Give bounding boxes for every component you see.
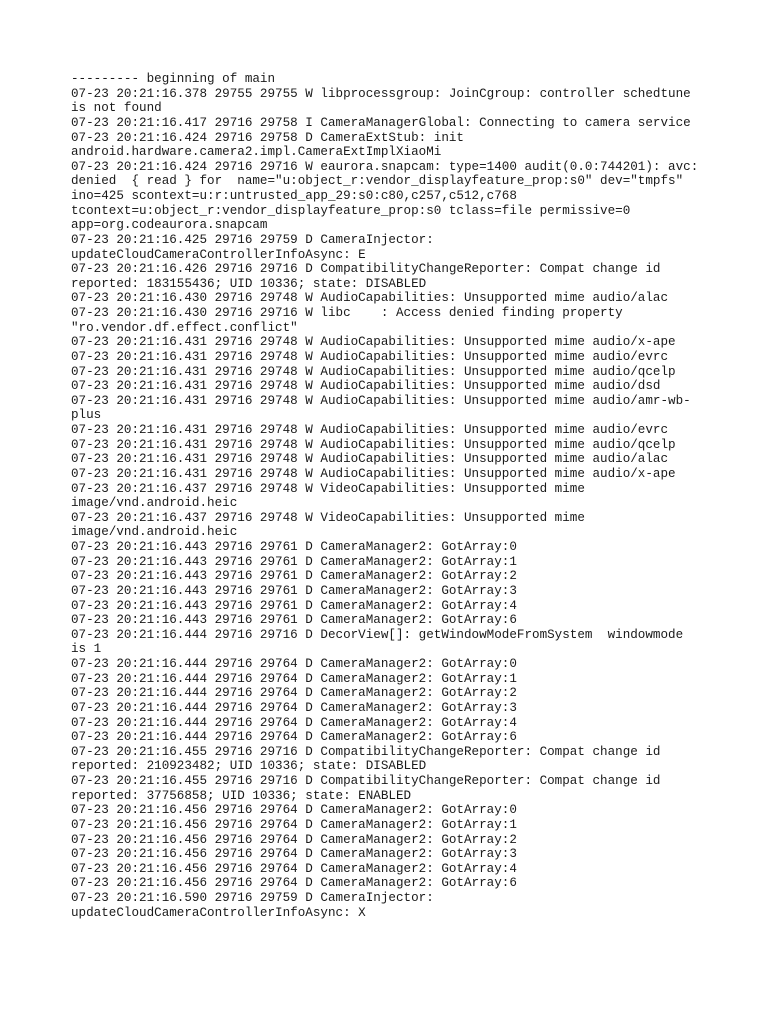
log-line: 07-23 20:21:16.431 29716 29748 W AudioCapabilities: Unsupported mime audio/x-ape	[71, 466, 676, 481]
log-line: 07-23 20:21:16.456 29716 29764 D CameraManager2: GotArray:6	[71, 876, 517, 891]
log-line: 07-23 20:21:16.431 29716 29748 W AudioCapabilities: Unsupported mime audio/amr-wb-	[71, 393, 691, 408]
log-line: is not found	[71, 101, 162, 116]
log-line: 07-23 20:21:16.431 29716 29748 W AudioCapabilities: Unsupported mime audio/qcelp	[71, 364, 676, 379]
log-line: 07-23 20:21:16.455 29716 29716 D CompatibilityChangeReporter: Compat change id	[71, 744, 661, 759]
log-line: 07-23 20:21:16.444 29716 29764 D CameraManager2: GotArray:3	[71, 700, 517, 715]
log-line: 07-23 20:21:16.431 29716 29748 W AudioCapabilities: Unsupported mime audio/alac	[71, 452, 669, 467]
log-line: 07-23 20:21:16.430 29716 29716 W libc : Access denied finding property	[71, 306, 623, 320]
log-line: image/vnd.android.heic	[71, 525, 238, 540]
log-line: 07-23 20:21:16.443 29716 29761 D CameraManager2: GotArray:0	[71, 540, 517, 554]
log-line: is 1	[71, 642, 102, 657]
log-line: 07-23 20:21:16.431 29716 29748 W AudioCapabilities: Unsupported mime audio/dsd	[71, 379, 661, 394]
log-line: 07-23 20:21:16.455 29716 29716 D CompatibilityChangeReporter: Compat change id	[71, 774, 661, 788]
log-line: 07-23 20:21:16.443 29716 29761 D CameraManager2: GotArray:4	[71, 598, 517, 613]
log-line: reported: 37756858; UID 10336; state: ENABLED	[71, 788, 412, 803]
log-line: tcontext=u:object_r:vendor_displayfeature_prop:s0 tclass=file permissive=0	[71, 203, 631, 218]
log-line: 07-23 20:21:16.424 29716 29716 W eaurora.snapcam: type=1400 audit(0.0:744201): avc:	[71, 159, 699, 174]
log-line: 07-23 20:21:16.456 29716 29764 D CameraManager2: GotArray:3	[71, 847, 517, 862]
log-line: 07-23 20:21:16.444 29716 29764 D CameraManager2: GotArray:6	[71, 730, 517, 745]
log-line: android.hardware.camera2.impl.CameraExtImplXiaoMi	[71, 145, 442, 160]
log-line: 07-23 20:21:16.431 29716 29748 W AudioCapabilities: Unsupported mime audio/evrc	[71, 423, 669, 437]
log-line: 07-23 20:21:16.590 29716 29759 D CameraInjector:	[71, 891, 434, 905]
log-line: image/vnd.android.heic	[71, 496, 238, 511]
log-line: 07-23 20:21:16.378 29755 29755 W libprocessgroup: JoinCgroup: controller schedtune	[71, 86, 691, 101]
log-line: 07-23 20:21:16.444 29716 29764 D CameraManager2: GotArray:4	[71, 715, 517, 730]
log-line: 07-23 20:21:16.456 29716 29764 D CameraManager2: GotArray:1	[71, 817, 517, 832]
log-line: reported: 210923482; UID 10336; state: DISABLED	[71, 759, 427, 774]
log-line: 07-23 20:21:16.437 29716 29748 W VideoCapabilities: Unsupported mime	[71, 510, 585, 525]
log-text-block	[71, 72, 711, 920]
log-line: 07-23 20:21:16.431 29716 29748 W AudioCapabilities: Unsupported mime audio/evrc	[71, 349, 669, 364]
log-line: 07-23 20:21:16.443 29716 29761 D CameraManager2: GotArray:2	[71, 569, 517, 584]
log-line: plus	[71, 408, 102, 423]
log-line: 07-23 20:21:16.456 29716 29764 D CameraManager2: GotArray:4	[71, 861, 517, 876]
log-line: 07-23 20:21:16.437 29716 29748 W VideoCapabilities: Unsupported mime	[71, 481, 585, 496]
log-line: 07-23 20:21:16.426 29716 29716 D CompatibilityChangeReporter: Compat change id	[71, 262, 661, 277]
log-line: --------- beginning of main	[71, 72, 276, 86]
log-line: 07-23 20:21:16.444 29716 29764 D CameraManager2: GotArray:2	[71, 686, 517, 701]
log-line: 07-23 20:21:16.443 29716 29761 D CameraManager2: GotArray:1	[71, 554, 517, 569]
log-line: "ro.vendor.df.effect.conflict"	[71, 320, 298, 335]
log-line: 07-23 20:21:16.456 29716 29764 D CameraManager2: GotArray:2	[71, 832, 517, 847]
log-line: app=org.codeaurora.snapcam	[71, 218, 268, 233]
log-line: 07-23 20:21:16.417 29716 29758 I CameraManagerGlobal: Connecting to camera service	[71, 115, 691, 130]
log-line: 07-23 20:21:16.443 29716 29761 D CameraManager2: GotArray:3	[71, 583, 517, 598]
log-line: 07-23 20:21:16.430 29716 29748 W AudioCapabilities: Unsupported mime audio/alac	[71, 291, 669, 306]
log-line: 07-23 20:21:16.431 29716 29748 W AudioCapabilities: Unsupported mime audio/qcelp	[71, 437, 676, 452]
log-line: reported: 183155436; UID 10336; state: DISABLED	[71, 276, 427, 291]
log-line: denied { read } for name="u:object_r:vendor_displayfeature_prop:s0" dev="tmpfs"	[71, 174, 684, 189]
log-line: updateCloudCameraControllerInfoAsync: X	[71, 905, 366, 920]
log-line: 07-23 20:21:16.424 29716 29758 D CameraExtStub: init	[71, 130, 464, 145]
log-line: 07-23 20:21:16.443 29716 29761 D CameraManager2: GotArray:6	[71, 613, 517, 628]
log-line: ino=425 scontext=u:r:untrusted_app_29:s0:c80,c257,c512,c768	[71, 189, 517, 203]
log-line: 07-23 20:21:16.444 29716 29764 D CameraManager2: GotArray:0	[71, 657, 517, 671]
log-line: updateCloudCameraControllerInfoAsync: E	[71, 247, 366, 262]
log-line: 07-23 20:21:16.444 29716 29764 D CameraManager2: GotArray:1	[71, 671, 517, 686]
log-line: 07-23 20:21:16.425 29716 29759 D CameraInjector:	[71, 232, 434, 247]
log-line: 07-23 20:21:16.456 29716 29764 D CameraManager2: GotArray:0	[71, 803, 517, 818]
log-line: 07-23 20:21:16.431 29716 29748 W AudioCapabilities: Unsupported mime audio/x-ape	[71, 335, 676, 350]
log-line: 07-23 20:21:16.444 29716 29716 D DecorView[]: getWindowModeFromSystem windowmode	[71, 627, 684, 642]
